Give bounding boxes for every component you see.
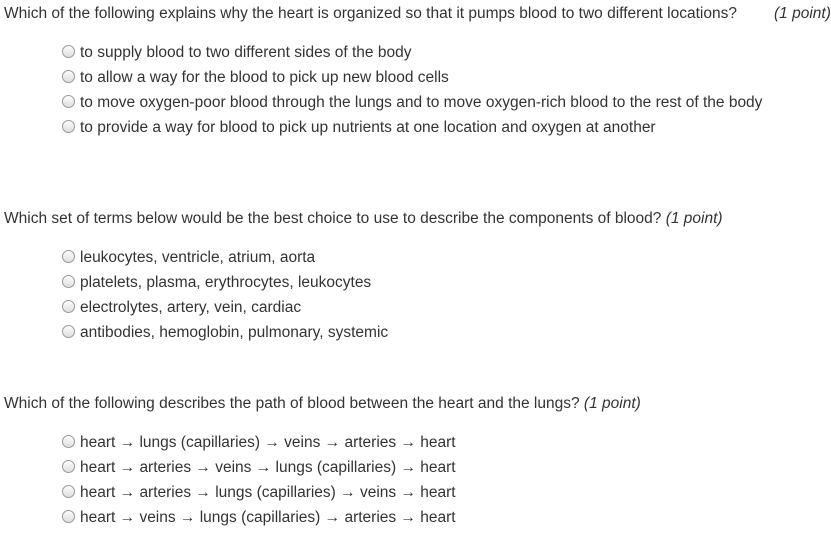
option-label: to provide a way for blood to pick up nutrients at one location and oxygen at another: [80, 118, 656, 136]
option-label: to allow a way for the blood to pick up new blood cells: [80, 68, 449, 86]
question-prompt: [4, 208, 818, 229]
answer-option[interactable]: [62, 245, 818, 270]
answer-options: [4, 40, 818, 140]
answer-option[interactable]: [62, 320, 818, 345]
question-prompt: [4, 393, 818, 414]
option-label: heart → arteries → veins → lungs (capillaries) → heart: [80, 458, 456, 476]
question-1: [4, 3, 831, 140]
question-3: [4, 393, 818, 530]
option-label: heart → veins → lungs (capillaries) → arteries → heart: [80, 508, 456, 526]
radio-button[interactable]: [62, 485, 75, 498]
radio-button[interactable]: [62, 300, 75, 313]
radio-button[interactable]: [62, 250, 75, 263]
answer-option[interactable]: [62, 270, 818, 295]
radio-button[interactable]: [62, 435, 75, 448]
answer-options: [4, 245, 818, 345]
answer-option[interactable]: [62, 295, 818, 320]
radio-button[interactable]: [62, 275, 75, 288]
radio-button[interactable]: [62, 95, 75, 108]
option-label: heart → lungs (capillaries) → veins → arteries → heart: [80, 433, 456, 451]
radio-button[interactable]: [62, 510, 75, 523]
answer-option[interactable]: [62, 505, 818, 530]
question-points: (1 point): [665, 210, 723, 227]
question-text: Which set of terms below would be the best choice to use to describe the components of blood?: [4, 210, 662, 227]
answer-options: [4, 430, 818, 530]
option-label: heart → arteries → lungs (capillaries) → veins → heart: [80, 483, 456, 501]
question-text: Which of the following explains why the heart is organized so that it pumps blood to two different locations?: [4, 5, 737, 22]
answer-option[interactable]: [62, 115, 818, 140]
option-label: electrolytes, artery, vein, cardiac: [80, 298, 302, 316]
answer-option[interactable]: [62, 430, 818, 455]
radio-button[interactable]: [62, 45, 75, 58]
option-label: to move oxygen-poor blood through the lungs and to move oxygen-rich blood to the rest of the body: [80, 93, 763, 111]
question-prompt: [4, 3, 818, 24]
answer-option[interactable]: [62, 480, 818, 505]
question-points: (1 point): [774, 5, 831, 22]
option-label: platelets, plasma, erythrocytes, leukocytes: [80, 273, 372, 291]
radio-button[interactable]: [62, 325, 75, 338]
radio-button[interactable]: [62, 120, 75, 133]
answer-option[interactable]: [62, 455, 818, 480]
answer-option[interactable]: [62, 65, 818, 90]
option-label: antibodies, hemoglobin, pulmonary, systemic: [80, 323, 389, 341]
question-points: (1 point): [583, 395, 641, 412]
option-label: to supply blood to two different sides of the body: [80, 43, 412, 61]
answer-option[interactable]: [62, 40, 818, 65]
option-label: leukocytes, ventricle, atrium, aorta: [80, 248, 316, 266]
question-2: [4, 208, 818, 345]
answer-option[interactable]: [62, 90, 818, 115]
question-text: Which of the following describes the path of blood between the heart and the lungs?: [4, 395, 580, 412]
radio-button[interactable]: [62, 460, 75, 473]
radio-button[interactable]: [62, 70, 75, 83]
